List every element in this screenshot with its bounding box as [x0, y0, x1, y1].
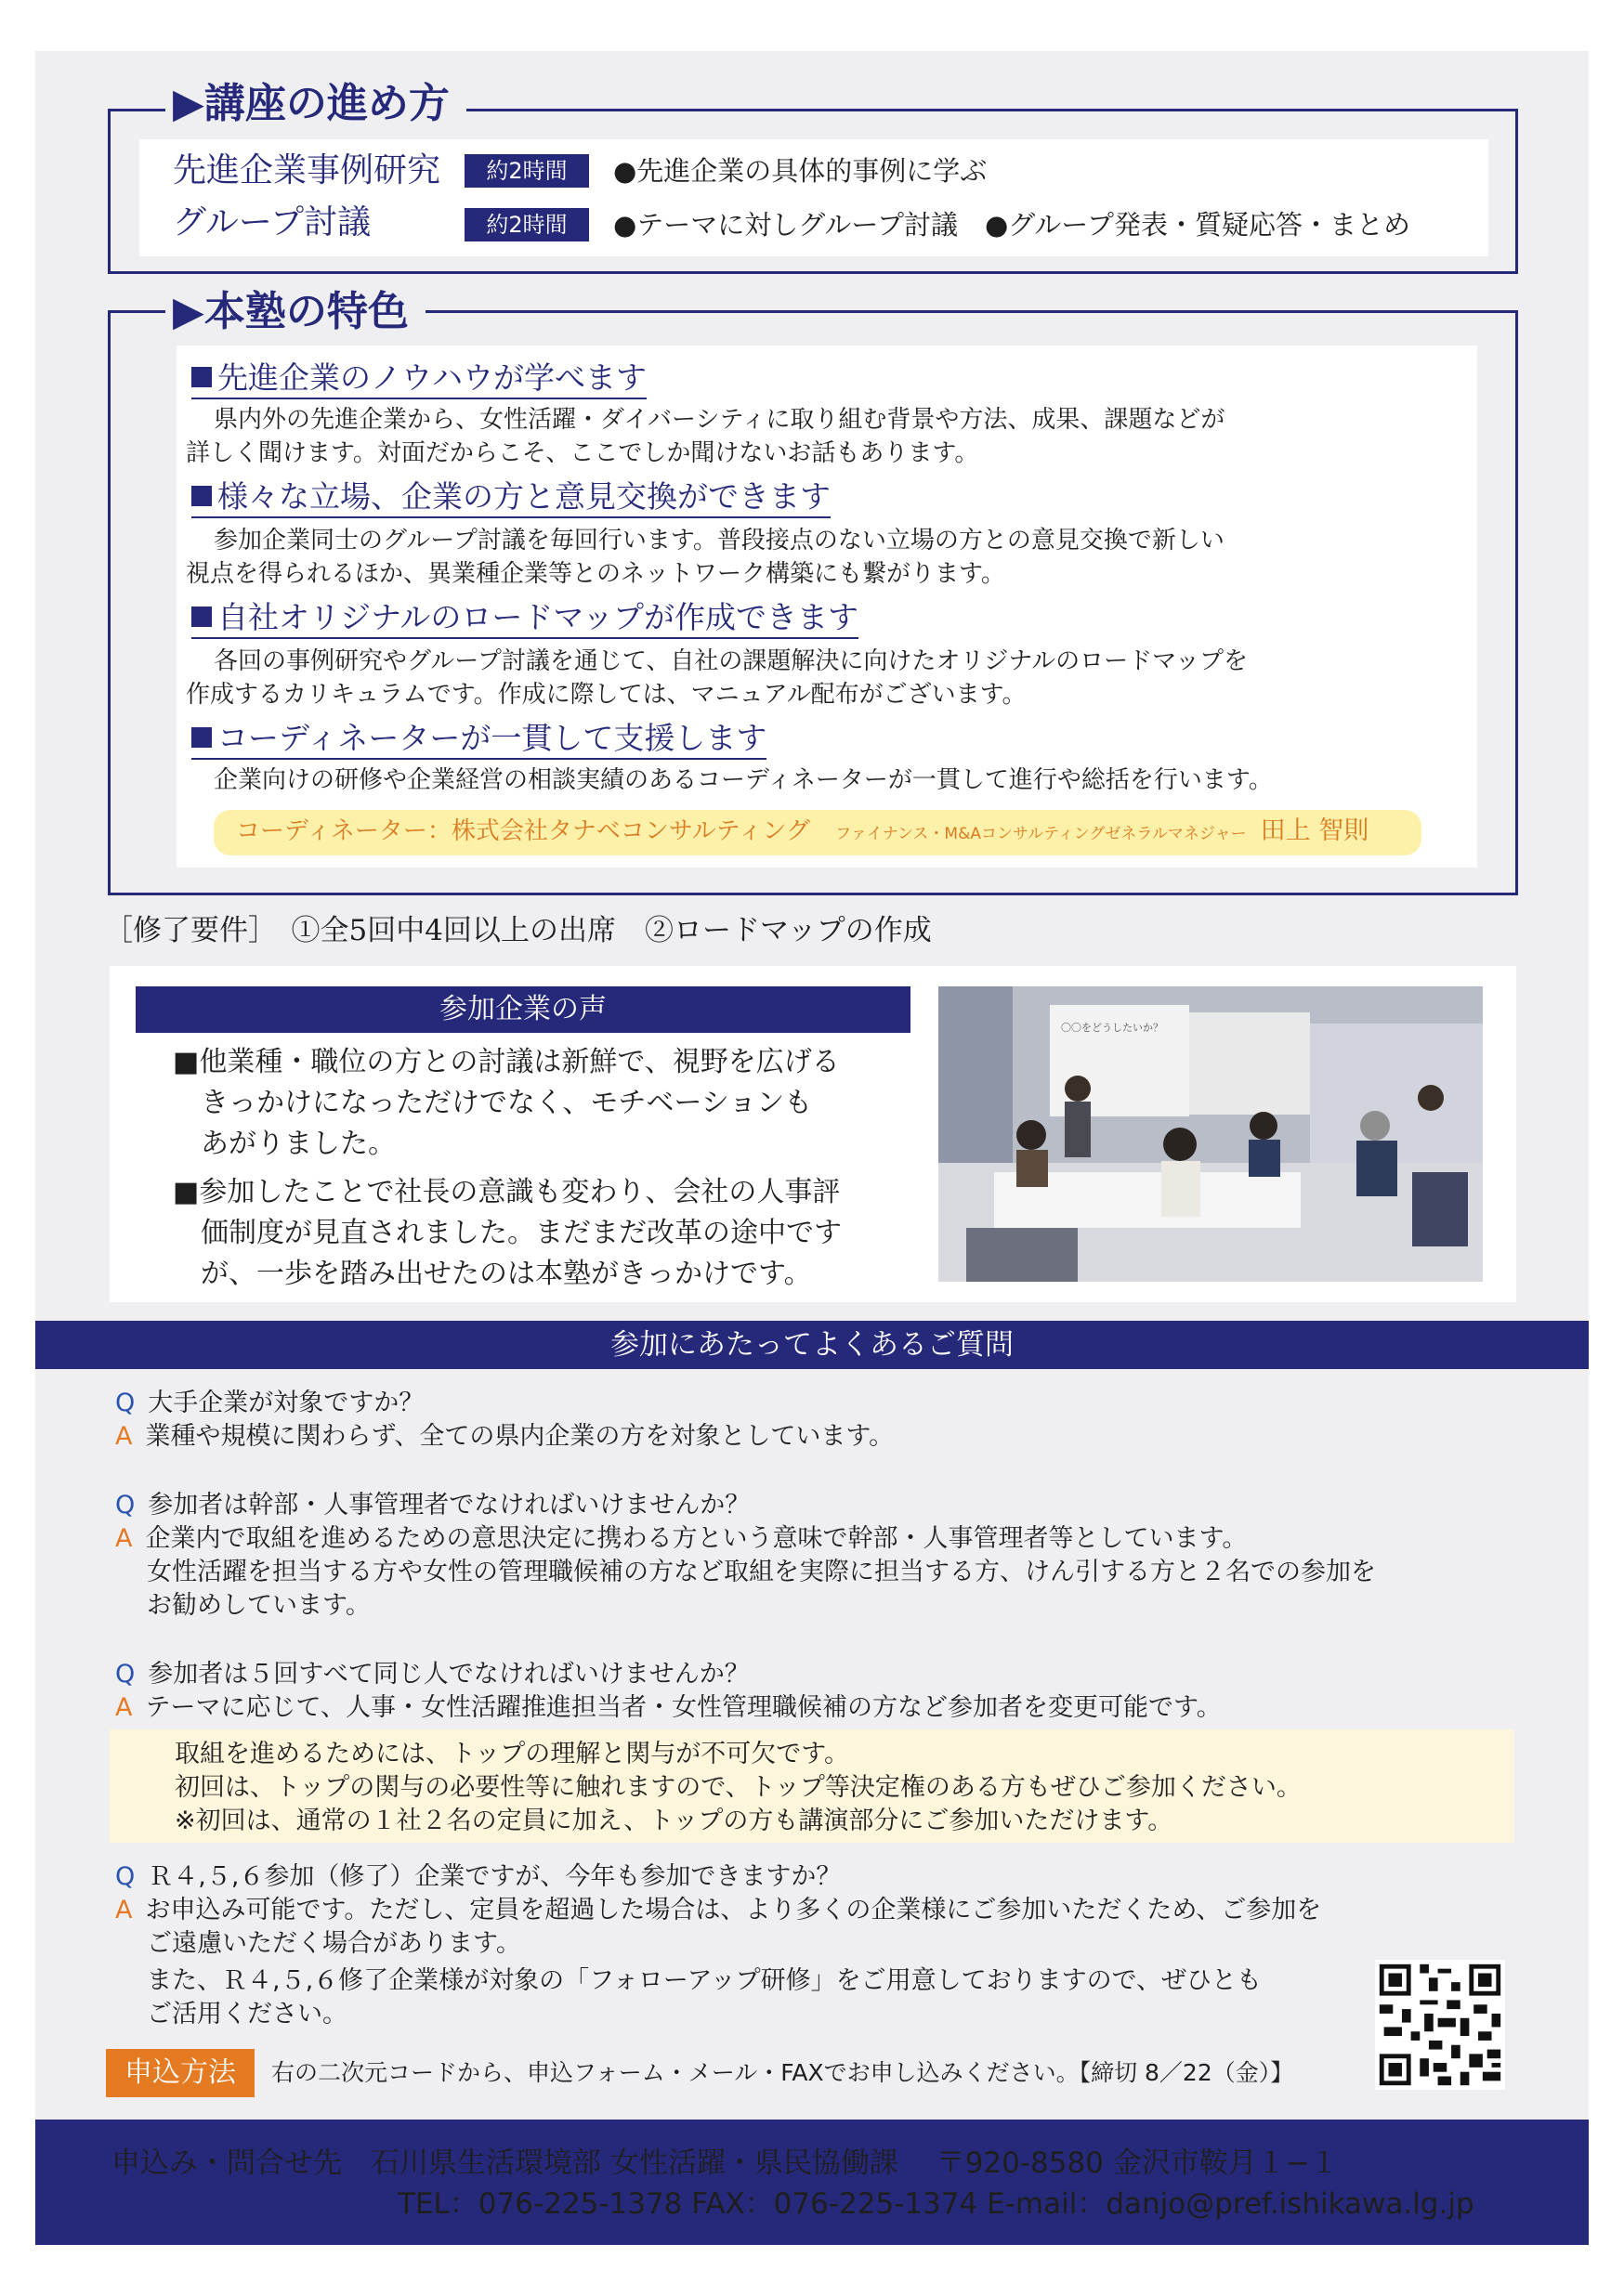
faq-answer-cont: 女性活躍を担当する方や女性の管理職候補の方など取組を実際に担当する方、けん引する方と２名での参加を [147, 1558, 1376, 1586]
feature-text: 視点を得られるほか、異業種企業等とのネットワーク構築にも繋がります。 [186, 560, 1005, 588]
faq-answer-cont: また、Ｒ４,５,６修了企業様が対象の「フォローアップ研修」をご用意しておりますので、ぜひとも [147, 1966, 1263, 1995]
faq-question: Q 大手企業が対象ですか？ [115, 1389, 425, 1417]
feature-heading: 様々な立場、企業の方と意見交換ができます [191, 477, 831, 518]
square-bullet-icon [191, 727, 212, 748]
square-bullet-icon [191, 607, 212, 627]
faq-question: Q Ｒ４,５,６参加（修了）企業ですが、今年も参加できますか？ [115, 1862, 842, 1891]
step-desc-group-discussion: ●テーマに対しグループ討議 ●グループ発表・質疑応答・まとめ [613, 209, 1410, 241]
apply-method-text: 右の二次元コードから、申込フォーム・メール・FAXでお申し込みください。【締切 8／22（金）】 [271, 2059, 1294, 2086]
feature-text: 詳しく聞けます。対面だからこそ、ここでしか聞けないお話もあります。 [186, 439, 979, 467]
feature-heading: 自社オリジナルのロードマップが作成できます [191, 598, 858, 639]
seminar-photo-illustration [938, 986, 1483, 1282]
coordinator-role: ファイナンス・M&Aコンサルティングゼネラルマネジャー [835, 825, 1247, 843]
qr-code[interactable] [1375, 1960, 1505, 2090]
feature-text: 企業向けの研修や企業経営の相談実績のあるコーディネーターが一貫して進行や総括を行います。 [214, 766, 1273, 794]
faq-answer-cont: ご遠慮いただく場合があります。 [147, 1929, 521, 1958]
note-line: ※初回は、通常の１社２名の定員に加え、トップの方も講演部分にご参加いただけます。 [175, 1807, 1173, 1835]
voice-item: ■参加したことで社長の意識も変わり、会社の人事評 価制度が見直されました。まだまだ改革の途中です が、一歩を踏み出せたのは本塾がきっかけです。 [173, 1176, 842, 1290]
completion-requirements: ［修了要件］ ①全5回中4回以上の出席 ②ロードマップの作成 [104, 914, 932, 947]
note-line: 初回は、トップの関与の必要性等に触れますので、トップ等決定権のある方もぜひご参加ください。 [175, 1773, 1302, 1802]
faq-answer: A 企業内で取組を進めるための意思決定に携わる方という意味で幹部・人事管理者等としています。 [115, 1524, 1248, 1553]
voice-item: ■他業種・職位の方との討議は新鮮で、視野を広げる きっかけになっただけでなく、モチベーションも あがりました。 [173, 1046, 840, 1160]
coordinator-label: コーディネーター：株式会社タナベコンサルティング [236, 817, 811, 845]
faq-answer-cont: ご活用ください。 [147, 2000, 347, 2029]
feature-text: 県内外の先進企業から、女性活躍・ダイバーシティに取り組む背景や方法、成果、課題などが [214, 406, 1225, 434]
whiteboard-text: 〇〇をどうしたいか？ [1061, 1022, 1163, 1034]
course-flow-title: ▶講座の進め方 [165, 78, 466, 130]
step-name-case-study: 先進企業事例研究 [173, 151, 441, 189]
feature-text: 作成するカリキュラムです。作成に際しては、マニュアル配布がございます。 [186, 681, 1027, 709]
faq-answer: A 業種や規模に関わらず、全ての県内企業の方を対象としています。 [115, 1422, 895, 1451]
faq-answer: A お申込み可能です。ただし、定員を超過した場合は、より多くの企業様にご参加いただくため、ご参加を [115, 1896, 1322, 1924]
apply-method-label: 申込方法 [106, 2049, 255, 2097]
coordinator-name: 田上 智則 [1260, 816, 1369, 845]
faq-question: Q 参加者は５回すべて同じ人でなければいけませんか？ [115, 1660, 750, 1689]
faq-answer-cont: お勧めしています。 [147, 1591, 371, 1620]
contact-address: 申込み・問合せ先 石川県生活環境部 女性活躍・県民協働課 〒920-8580 金沢市鞍月１−１ [111, 2146, 1339, 2180]
faq-answer: A テーマに応じて、人事・女性活躍推進担当者・女性管理職候補の方など参加者を変更可能です。 [115, 1693, 1222, 1722]
feature-heading: 先進企業のノウハウが学べます [191, 359, 647, 399]
duration-badge: 約2時間 [465, 154, 589, 188]
feature-heading: コーディネーターが一貫して支援します [191, 719, 766, 760]
square-bullet-icon [191, 486, 212, 506]
qr-code-icon [1375, 1960, 1505, 2090]
step-name-group-discussion: グループ討議 [173, 203, 372, 241]
features-title: ▶本塾の特色 [165, 286, 426, 338]
seminar-photo [938, 986, 1483, 1282]
faq-question: Q 参加者は幹部・人事管理者でなければいけませんか？ [115, 1491, 751, 1520]
feature-text: 各回の事例研究やグループ討議を通じて、自社の課題解決に向けたオリジナルのロードマップを [214, 647, 1249, 675]
coordinator-banner [214, 810, 1421, 855]
faq-heading: 参加にあたってよくあるご質問 [35, 1321, 1589, 1369]
feature-text: 参加企業同士のグループ討議を毎回行います。普段接点のない立場の方との意見交換で新しい [214, 527, 1225, 554]
duration-badge: 約2時間 [465, 208, 589, 241]
step-desc-case-study: ●先進企業の具体的事例に学ぶ [613, 155, 988, 187]
contact-phone-email[interactable]: TEL：076-225-1378 FAX：076-225-1374 E-mail：danjo@pref.ishikawa.lg.jp [398, 2187, 1474, 2221]
note-line: 取組を進めるためには、トップの理解と関与が不可欠です。 [175, 1740, 850, 1768]
square-bullet-icon [191, 367, 212, 387]
voices-heading: 参加企業の声 [136, 986, 910, 1033]
